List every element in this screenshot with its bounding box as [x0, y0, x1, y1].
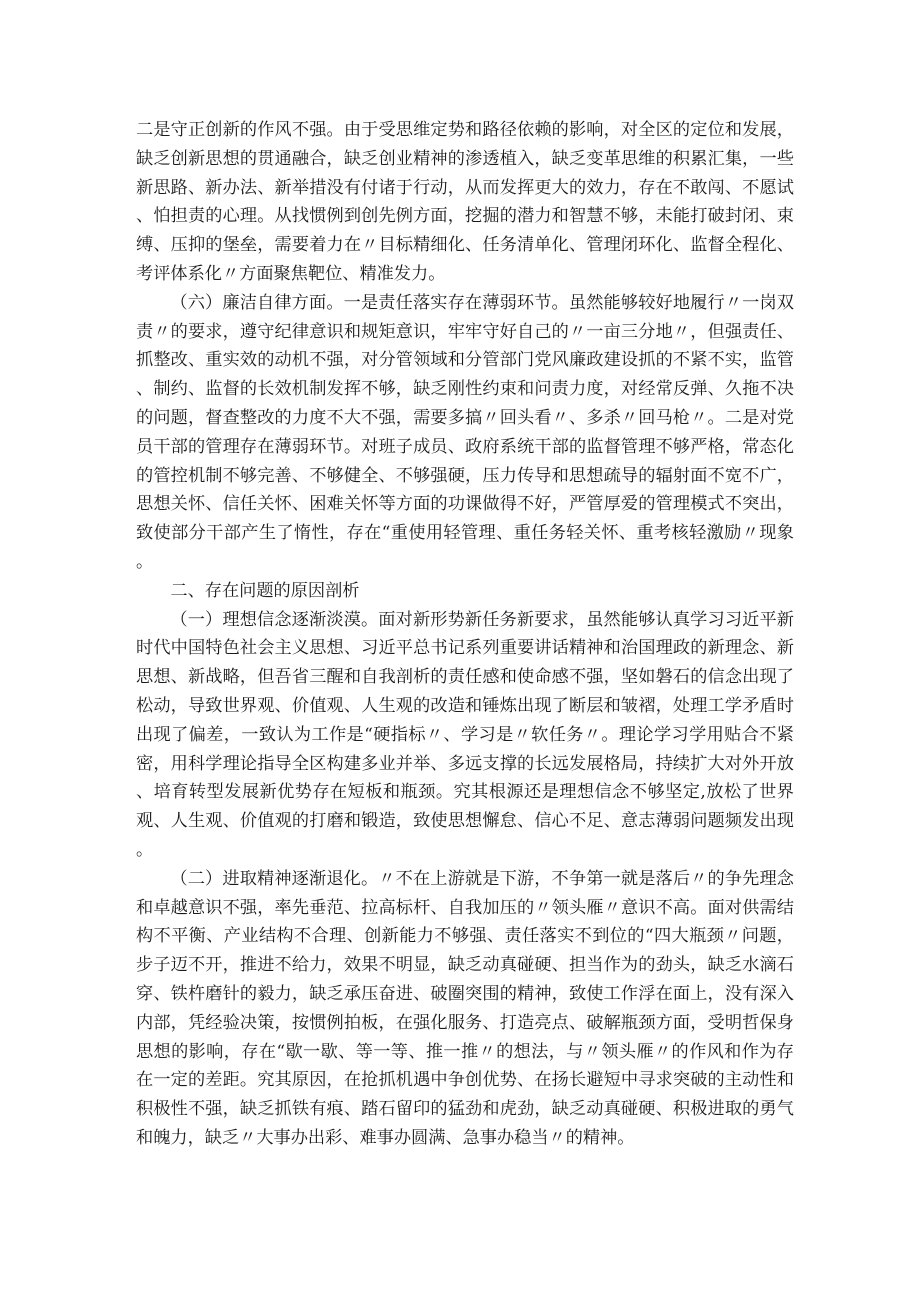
paragraph-integrity-self-discipline: （六）廉洁自律方面。一是责任落实存在薄弱环节。虽然能够较好地履行〃一岗双责〃的要求，遵守纪律意识和规矩意识，牢牢守好自己的〃一亩三分地〃，但强责任、抓整改、重实效的动机不强，对分管领域和分管部门党风廉政建设抓的不紧不实，监管、制约、监督的长效机制发挥不够，缺乏刚性约束和问责力度，对经常反弹、久拖不决的问题，督查整改的力度不大不强，需要多搞〃回头看〃、多杀〃回马枪〃。二是对党员干部的管理存在薄弱环节。对班子成员、政府系统干部的监督管理不够严格，常态化的管控机制不够完善、不够健全、不够强硬，压力传导和思想疏导的辐射面不宽不广，思想关怀、信任关怀、困难关怀等方面的功课做得不好，严管厚爱的管理模式不突出，致使部分干部产生了惰性，存在“重使用轻管理、重任务轻关怀、重考核轻激励〃现象。	[136, 292, 794, 572]
paragraph-innovation-style: 二是守正创新的作风不强。由于受思维定势和路径依赖的影响，对全区的定位和发展，缺乏创新思想的贯通融合，缺乏创业精神的渗透植入，缺乏变革思维的积累汇集，一些新思路、新办法、新举措没有付诸于行动，从而发挥更大的效力，存在不敢闯、不愿试、怕担责的心理。从找惯例到创先例方面，挖掘的潜力和智慧不够，未能打破封闭、束缚、压抑的堡垒，需要着力在〃目标精细化、任务清单化、管理闭环化、监督全程化、考评体系化〃方面聚焦靶位、精准发力。	[136, 120, 794, 284]
section-heading-cause-analysis: 二、存在问题的原因剖析	[170, 580, 360, 601]
document-body	[136, 116, 794, 1153]
paragraph-enterprising-spirit: （二）进取精神逐渐退化。〃不在上游就是下游，不争第一就是落后〃的争先理念和卓越意识不强，率先垂范、拉高标杆、自我加压的〃领头雁〃意识不高。面对供需结构不平衡、产业结构不合理、创新能力不够强、责任落实不到位的“四大瓶颈〃问题，步子迈不开，推进不给力，效果不明显，缺乏动真碰硬、担当作为的劲头，缺乏水滴石穿、铁杵磨针的毅力，缺乏承压奋进、破圈突围的精神，致使工作浮在面上，没有深入内部，凭经验决策，按惯例拍板，在强化服务、打造亮点、破解瓶颈方面，受明哲保身思想的影响，存在“歇一歇、等一等、推一推〃的想法，与〃领头雁〃的作风和作为存在一定的差距。究其原因，在抢抓机遇中争创优势、在扬长避短中寻求突破的主动性和积极性不强，缺乏抓铁有痕、踏石留印的猛劲和虎劲，缺乏动真碰硬、积极进取的勇气和魄力，缺乏〃大事办出彩、难事办圆满、急事办稳当〃的精神。	[136, 868, 794, 1148]
paragraph-ideals-beliefs: （一）理想信念逐渐淡漠。面对新形势新任务新要求，虽然能够认真学习习近平新时代中国特色社会主义思想、习近平总书记系列重要讲话精神和治国理政的新理念、新思想、新战略，但吾省三醒和自我剖析的责任感和使命感不强，坚如磐石的信念出现了松动，导致世界观、价值观、人生观的改造和锤炼出现了断层和皱褶，处理工学矛盾时出现了偏差，一致认为工作是“硬指标〃、学习是〃软任务〃。理论学习学用贴合不紧密，用科学理论指导全区构建多业并举、多远支撑的长远发展格局，持续扩大对外开放、培育转型发展新优势存在短板和瓶颈。究其根源还是理想信念不够坚定,放松了世界观、人生观、价值观的打磨和锻造，致使思想懈怠、信心不足、意志薄弱问题频发出现。	[136, 609, 794, 860]
